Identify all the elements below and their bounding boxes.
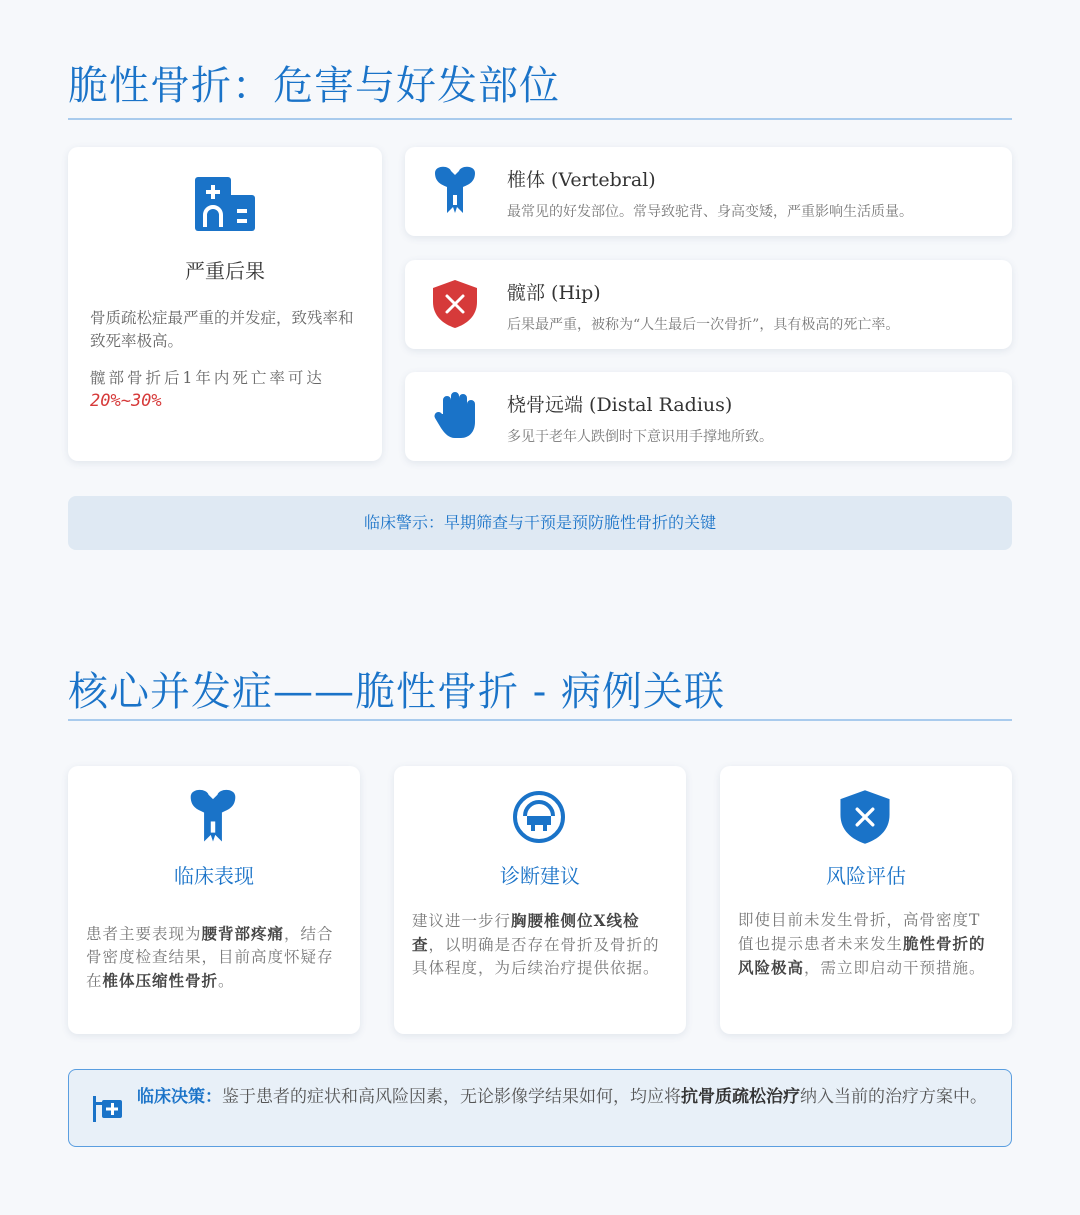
card-title: 诊断建议 [500, 864, 580, 888]
section2-title: 核心并发症——脆性骨折 - 病例关联 [68, 669, 725, 715]
site-card-hip [405, 260, 1012, 349]
vertebra-icon [184, 788, 242, 846]
card-text: 建议进一步行胸腰椎侧位X线检查，以明确是否存在骨折及骨折的具体程度，为后续治疗提供依据。 [412, 911, 660, 977]
site-card-vertebral [405, 147, 1012, 236]
section1-title-rule [68, 118, 1012, 120]
card-title: 临床表现 [174, 864, 254, 888]
site-description: 后果最严重，被称为“人生最后一次骨折”，具有极高的死亡率。 [507, 317, 900, 333]
site-card-distal-radius [405, 372, 1012, 461]
site-title: 髋部 (Hip) [507, 282, 601, 304]
risk-assessment-card [720, 766, 1012, 1034]
xray-scanner-icon [510, 788, 568, 846]
hospital-icon [195, 177, 255, 231]
medical-chart-icon [93, 1094, 123, 1124]
site-title: 椎体 (Vertebral) [507, 169, 656, 191]
shield-x-icon [429, 278, 481, 330]
card-text: 即使目前未发生骨折，高骨密度T值也提示患者未来发生脆性骨折的风险极高，需立即启动干预措施。 [738, 911, 986, 977]
hand-icon [429, 390, 481, 442]
mortality-stat: 20%~30% [90, 391, 162, 411]
shield-x-icon [836, 788, 894, 846]
site-description: 多见于老年人跌倒时下意识用手撑地所致。 [507, 429, 773, 445]
clinical-presentation-card [68, 766, 360, 1034]
consequence-card [68, 147, 382, 461]
clinical-decision-box [68, 1069, 1012, 1147]
clinical-alert-bar: 临床警示：早期筛查与干预是预防脆性骨折的关键 [68, 496, 1012, 550]
site-title: 桡骨远端 (Distal Radius) [507, 394, 733, 416]
section1-title: 脆性骨折：危害与好发部位 [68, 63, 560, 109]
section2-title-rule [68, 719, 1012, 721]
card-title: 风险评估 [826, 864, 906, 888]
diagnosis-card [394, 766, 686, 1034]
vertebra-icon [429, 165, 481, 217]
clinical-decision-text: 临床决策：鉴于患者的症状和高风险因素，无论影像学结果如何，均应将抗骨质疏松治疗纳入当前的治疗方案中。 [137, 1087, 987, 1107]
card-text: 患者主要表现为腰背部疼痛，结合骨密度检查结果，目前高度怀疑存在椎体压缩性骨折。 [86, 924, 334, 990]
site-description: 最常见的好发部位。常导致驼背、身高变矮，严重影响生活质量。 [507, 204, 913, 220]
mortality-text: 髋部骨折后1年内死亡率可达 [90, 369, 325, 387]
consequence-text: 骨质疏松症最严重的并发症，致残率和致死率极高。 [90, 309, 354, 350]
consequence-title: 严重后果 [185, 259, 265, 283]
